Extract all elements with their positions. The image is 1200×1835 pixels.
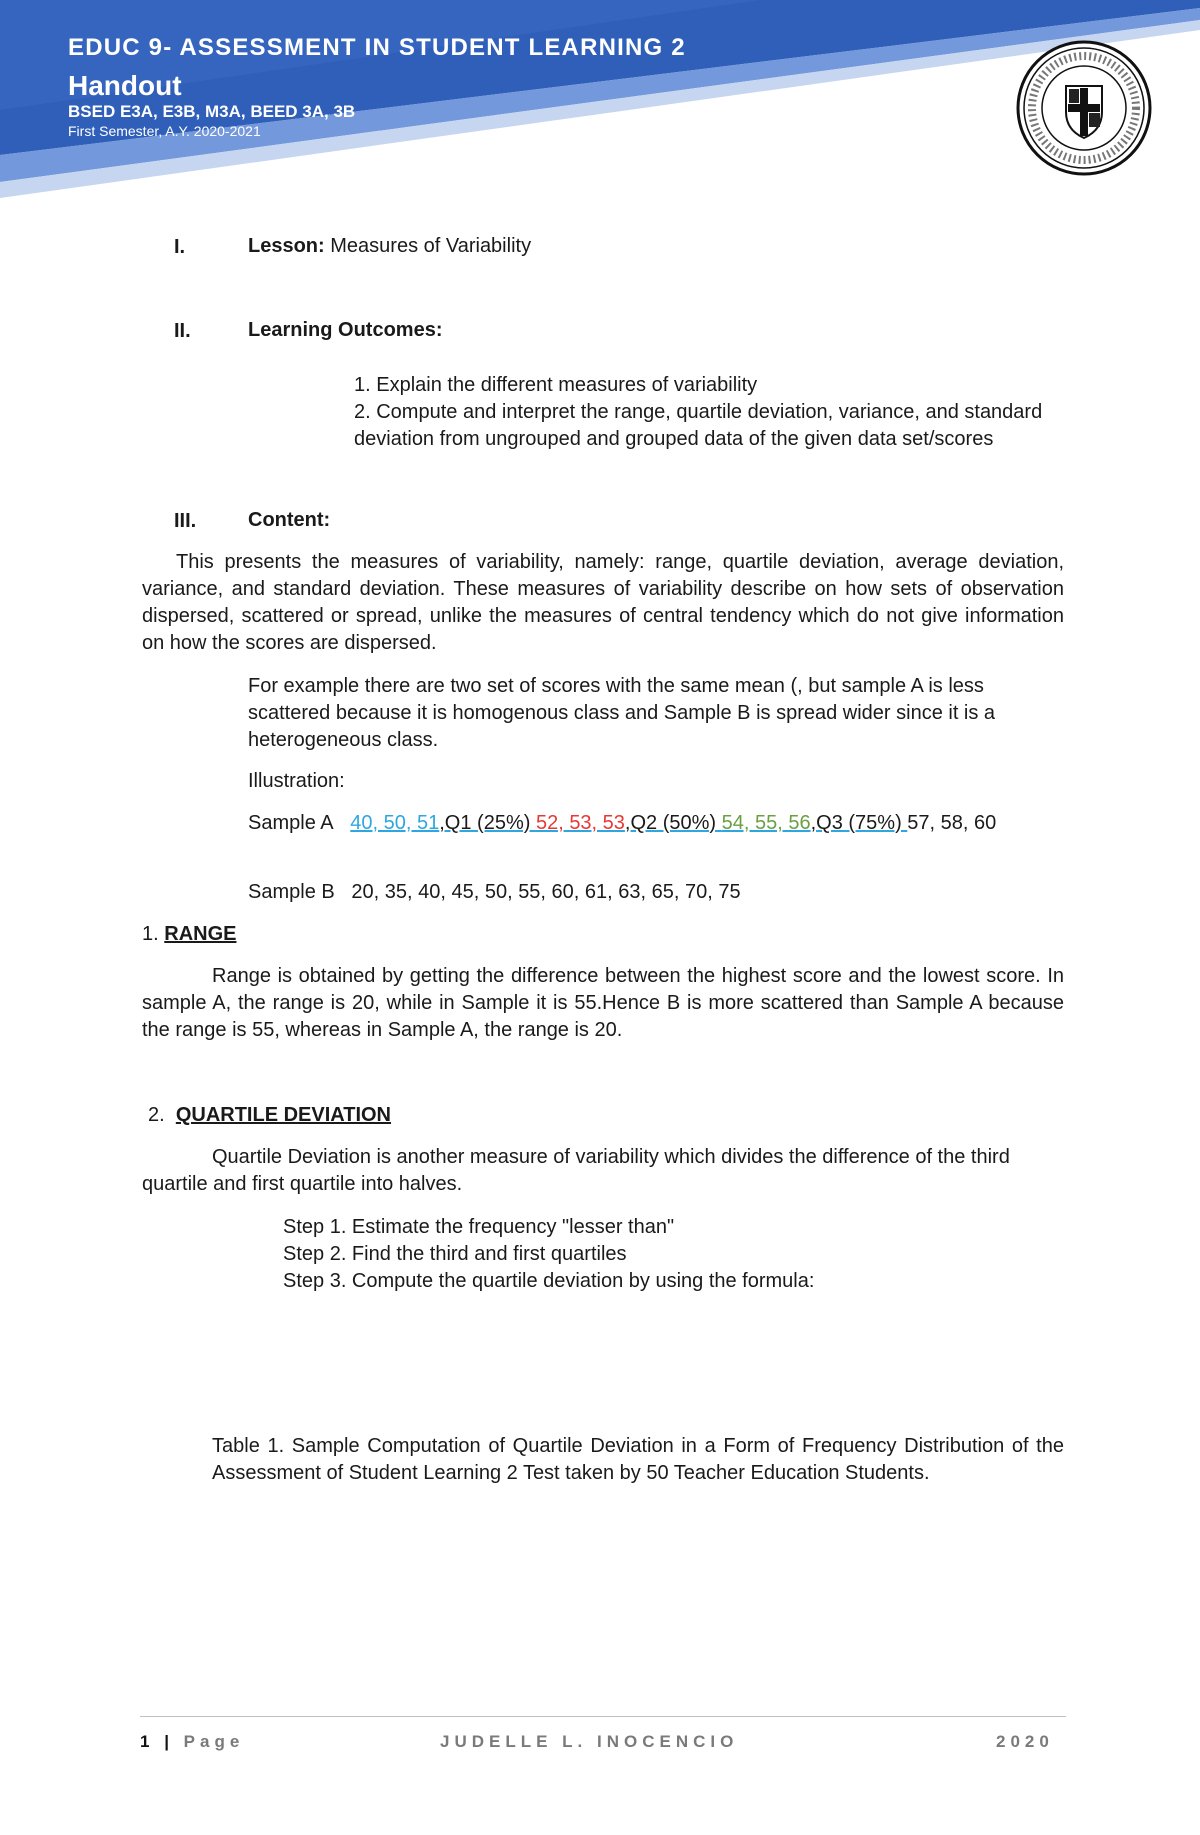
range-title: RANGE xyxy=(164,923,237,945)
q1-marker: ,Q1 (25%) xyxy=(439,812,536,834)
sample-a-group-3: 54, 55, 56 xyxy=(721,812,811,834)
lesson-title: Measures of Variability xyxy=(330,235,532,257)
lesson-number: I. xyxy=(174,236,186,258)
illustration-label: Illustration: xyxy=(248,770,345,792)
q3-marker: ,Q3 (75%) xyxy=(810,812,908,834)
sample-a-rest: 57, 58, 60 xyxy=(907,812,997,834)
range-heading xyxy=(142,921,236,948)
document-type: Handout xyxy=(68,70,182,101)
sample-a-group-2: 52, 53, 53 xyxy=(535,812,625,834)
q2-marker: ,Q2 (50%) xyxy=(624,812,722,834)
quartile-paragraph: Quartile Deviation is another measure of variability which divides the difference of the third quartile and first quartile into halves. xyxy=(142,1146,1010,1195)
outcome-item: 2. Compute and interpret the range, quartile deviation, variance, and standard deviation from ungrouped and grouped data of the given data set/scores xyxy=(354,401,1043,450)
quartile-number: 2. xyxy=(148,1104,165,1126)
example-paragraph: For example there are two set of scores with the same mean (, but sample A is less scattered because it is homogenous class and Sample B is spread wider since it is a heterogeneous class. xyxy=(248,675,996,751)
page-label: Page xyxy=(183,1732,245,1751)
content-label: Content: xyxy=(248,509,331,531)
college-seal-logo xyxy=(1016,40,1152,176)
semester: First Semester, A.Y. 2020-2021 xyxy=(68,123,261,139)
quartile-step: Step 2. Find the third and first quartiles xyxy=(283,1243,627,1265)
quartile-heading xyxy=(148,1102,391,1129)
sample-a-label: Sample A xyxy=(248,812,334,834)
page-number: 1 | Page xyxy=(140,1732,245,1751)
quartile-step: Step 1. Estimate the frequency "lesser than" xyxy=(283,1216,675,1238)
page-num: 1 xyxy=(140,1732,155,1751)
sample-b-label: Sample B xyxy=(248,881,335,903)
outcomes-label: Learning Outcomes: xyxy=(248,319,443,341)
sample-b-values: 20, 35, 40, 45, 50, 55, 60, 61, 63, 65, 70, 75 xyxy=(351,881,741,903)
content-number: III. xyxy=(174,510,197,532)
lesson-label: Lesson: xyxy=(248,235,325,257)
quartile-step: Step 3. Compute the quartile deviation by using the formula: xyxy=(283,1270,815,1292)
range-paragraph: Range is obtained by getting the difference between the highest score and the lowest score. In sample A, the range is 20, while in Sample it is 55.Hence B is more scattered than Sample A because the range is 55, whereas in Sample A, the range is 20. xyxy=(142,965,1064,1041)
footer-year: 2020 xyxy=(996,1732,1054,1751)
course-title: EDUC 9- ASSESSMENT IN STUDENT LEARNING 2 xyxy=(68,34,686,61)
outcome-item: 1. Explain the different measures of variability xyxy=(354,374,758,396)
table-caption: Table 1. Sample Computation of Quartile Deviation in a Form of Frequency Distribution of the Assessment of Student Learning 2 Test taken by 50 Teacher Education Students. xyxy=(212,1435,1064,1484)
outcomes-number: II. xyxy=(174,320,191,342)
quartile-title: QUARTILE DEVIATION xyxy=(175,1104,391,1126)
footer-author: JUDELLE L. INOCENCIO xyxy=(440,1732,739,1751)
footer-divider xyxy=(140,1716,1066,1717)
sample-a-group-1: 40, 50, 51 xyxy=(350,812,440,834)
sample-b-line xyxy=(248,879,1048,906)
content-intro: This presents the measures of variability, namely: range, quartile deviation, average deviation, variance, and standard deviation. These measures of variability describe on how sets of observation dispersed, scattered or spread, unlike the measures of central tendency which do not give information on how the scores are dispersed. xyxy=(142,551,1064,654)
sample-a-line xyxy=(248,810,1048,837)
lesson-line xyxy=(248,233,531,260)
class-sections: BSED E3A, E3B, M3A, BEED 3A, 3B xyxy=(68,102,356,121)
range-number: 1. xyxy=(142,923,159,945)
